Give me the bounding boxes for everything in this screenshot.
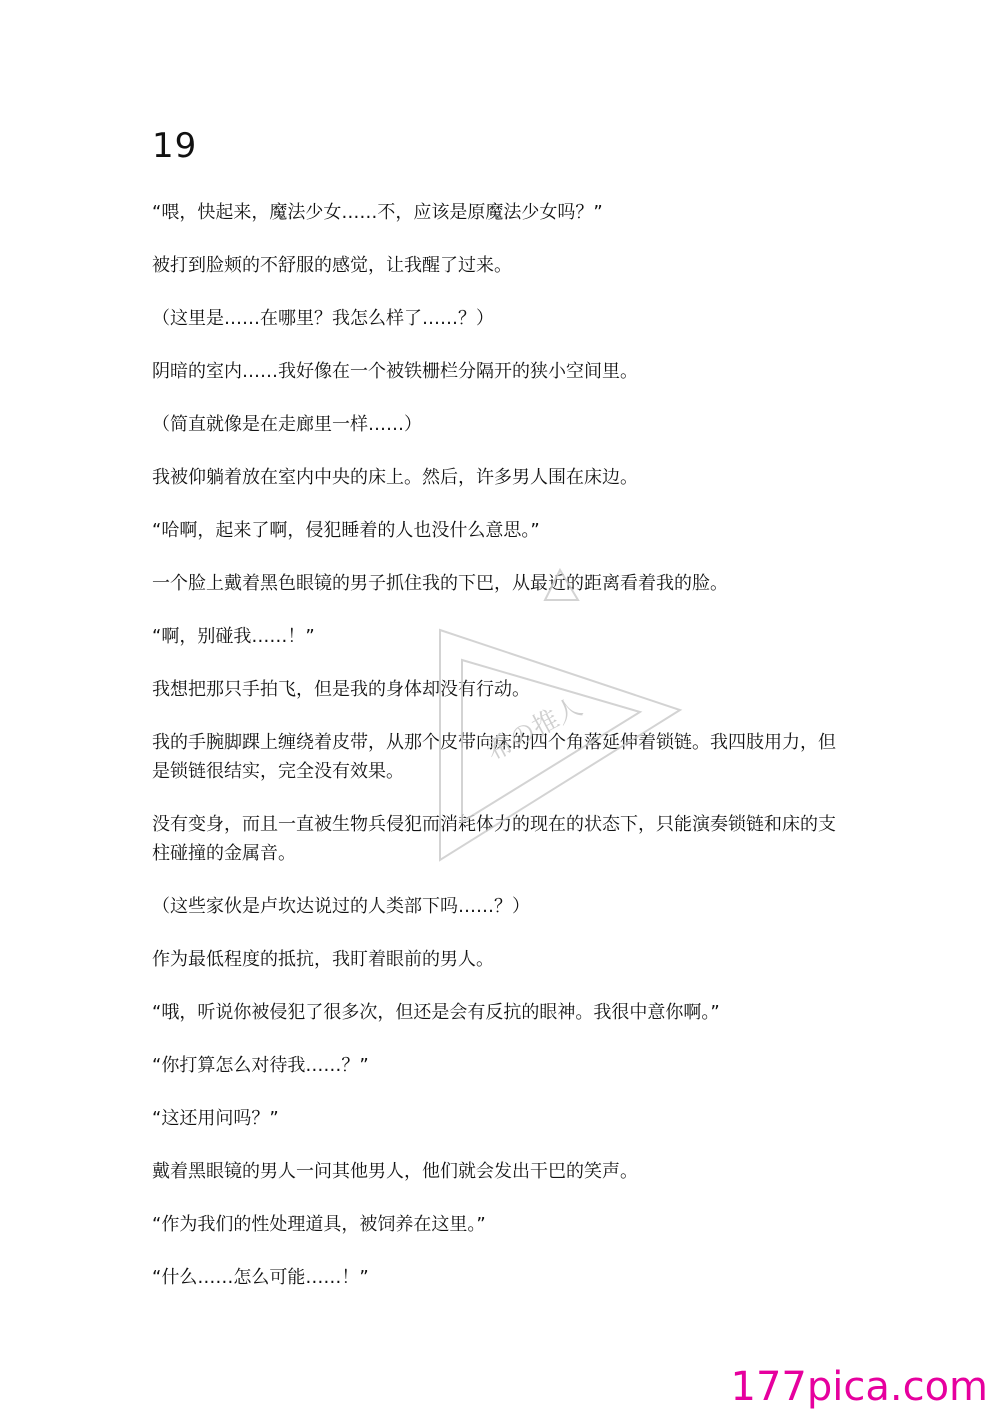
- story-text: [152, 198, 852, 1316]
- site-watermark: 177pica.com: [730, 1364, 988, 1410]
- watermark-text: 希の推人: [481, 691, 588, 768]
- paragraph: “这还用问吗？”: [152, 1108, 279, 1129]
- paragraph: “你打算怎么对待我……？”: [152, 1055, 369, 1076]
- paragraph: “哦，听说你被侵犯了很多次，但还是会有反抗的眼神。我很中意你啊。”: [152, 1002, 720, 1023]
- paragraph: 没有变身，而且一直被生物兵侵犯而消耗体力的现在的状态下，只能演奏锁链和床的支柱碰撞的金属音。: [152, 814, 836, 864]
- paragraph: 戴着黑眼镜的男人一问其他男人，他们就会发出干巴的笑声。: [152, 1161, 638, 1182]
- paragraph: （简直就像是在走廊里一样……）: [152, 414, 422, 435]
- paragraph: “啊，别碰我……！”: [152, 626, 315, 647]
- paragraph: 阴暗的室内……我好像在一个被铁栅栏分隔开的狭小空间里。: [152, 361, 638, 382]
- paragraph: （这些家伙是卢坎达说过的人类部下吗……？）: [152, 896, 530, 917]
- paragraph: 我的手腕脚踝上缠绕着皮带，从那个皮带向床的四个角落延伸着锁链。我四肢用力，但是锁链很结实，完全没有效果。: [152, 732, 836, 782]
- paragraph: 被打到脸颊的不舒服的感觉，让我醒了过来。: [152, 255, 512, 276]
- paragraph: （这里是……在哪里？我怎么样了……？）: [152, 308, 494, 329]
- paragraph: “喂，快起来，魔法少女……不，应该是原魔法少女吗？”: [152, 202, 603, 223]
- paragraph: 作为最低程度的抵抗，我盯着眼前的男人。: [152, 949, 494, 970]
- paragraph: “作为我们的性处理道具，被饲养在这里。”: [152, 1214, 486, 1235]
- paragraph: 一个脸上戴着黑色眼镜的男子抓住我的下巴，从最近的距离看着我的脸。: [152, 573, 728, 594]
- paragraph: “什么……怎么可能……！”: [152, 1267, 369, 1288]
- paragraph: 我被仰躺着放在室内中央的床上。然后，许多男人围在床边。: [152, 467, 638, 488]
- chapter-number: 19: [152, 126, 198, 166]
- paragraph: 我想把那只手拍飞，但是我的身体却没有行动。: [152, 679, 530, 700]
- paragraph: “哈啊，起来了啊，侵犯睡着的人也没什么意思。”: [152, 520, 540, 541]
